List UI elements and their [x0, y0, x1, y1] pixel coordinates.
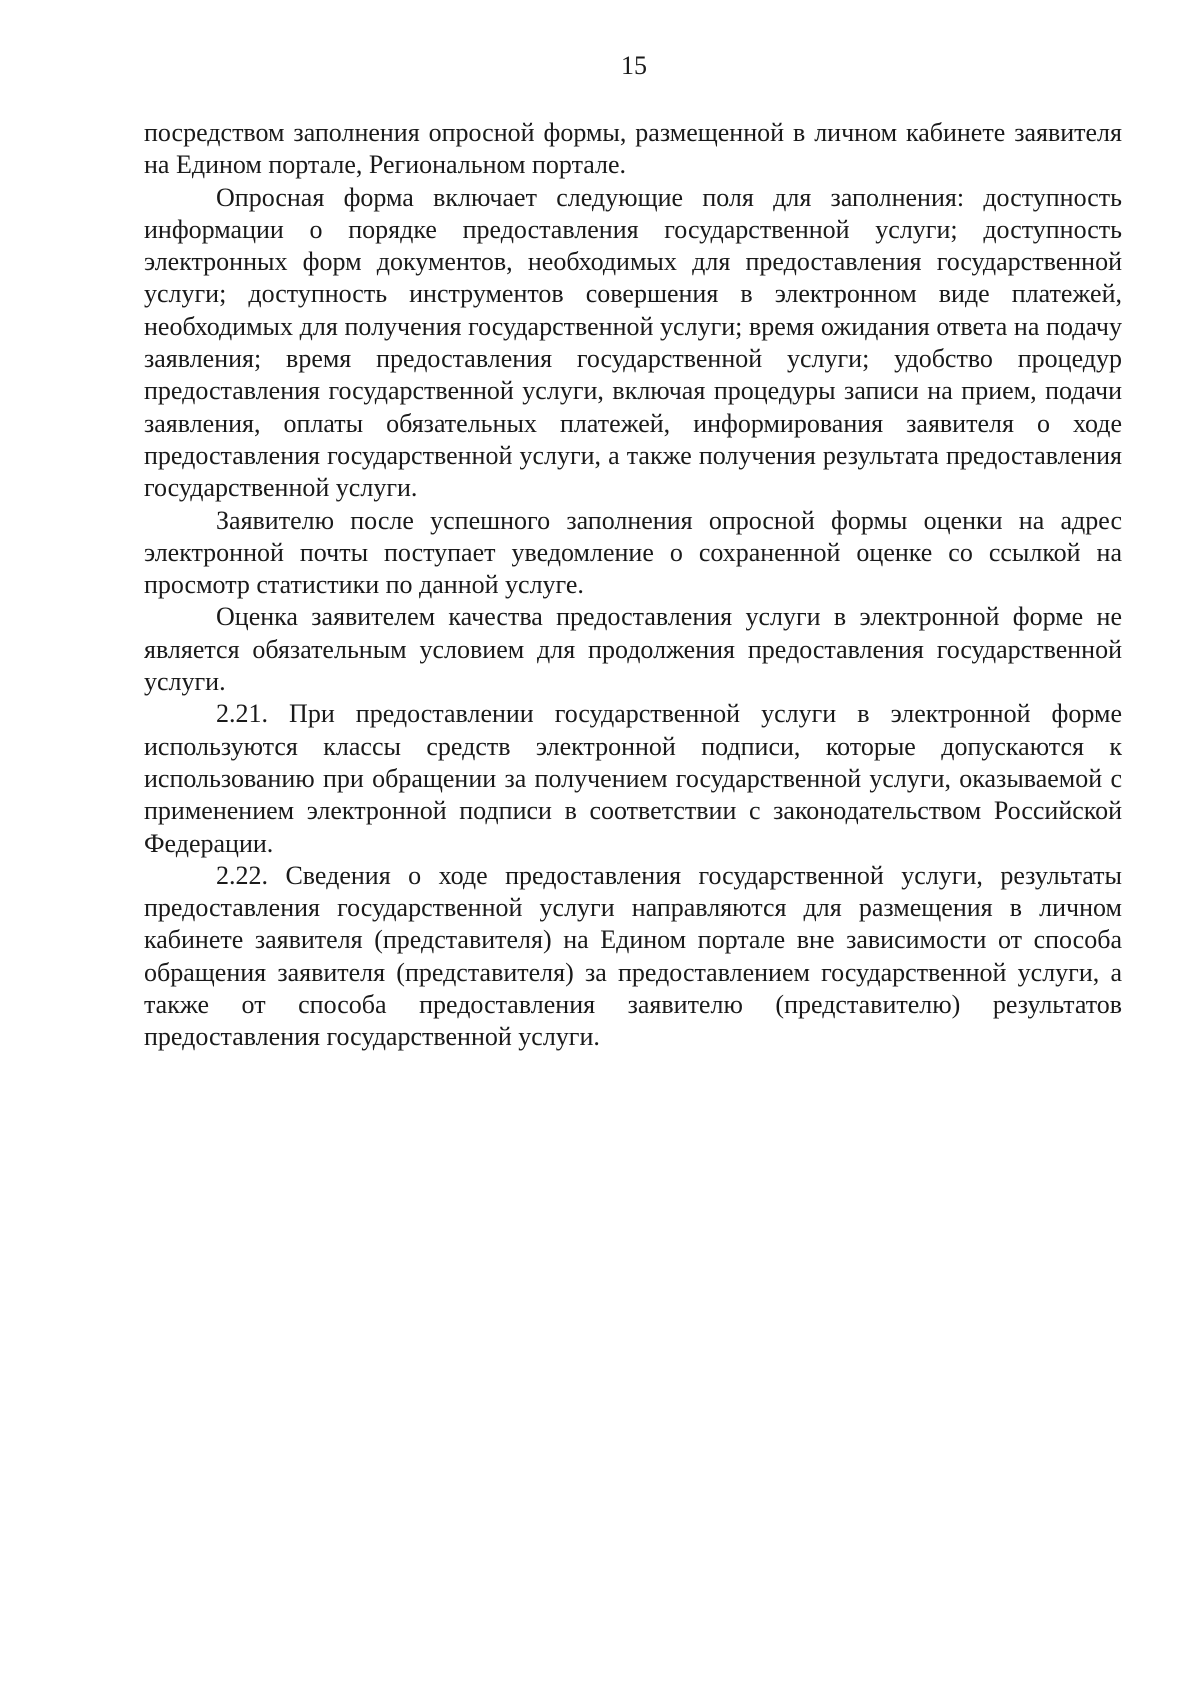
paragraph-evaluation-optional: Оценка заявителем качества предоставления услуги в электронной форме не является обязательным условием для продолжения предоставления государственной услуги.	[144, 602, 1122, 697]
page-number: 15	[621, 51, 647, 80]
paragraph-continuation: посредством заполнения опросной формы, размещенной в личном кабинете заявителя на Едином портале, Региональном портале.	[144, 118, 1122, 180]
paragraph-notification: Заявителю после успешного заполнения опросной формы оценки на адрес электронной почты поступает уведомление о сохраненной оценке со ссылкой на просмотр статистики по данной услуге.	[144, 505, 1122, 600]
document-body	[144, 117, 1122, 1054]
paragraph-2-21: 2.21. При предоставлении государственной услуги в электронной форме используются классы средств электронной подписи, которые допускаются к использованию при обращении за получением государственной услуги, оказываемой с применением электронной подписи в соответствии с законодательством Российской Федерации.	[144, 699, 1122, 858]
paragraph-2-22: 2.22. Сведения о ходе предоставления государственной услуги, результаты предоставления государственной услуги направляются для размещения в личном кабинете заявителя (представителя) на Едином портале вне зависимости от способа обращения заявителя (представителя) за предоставлением государственной услуги, а также от способа предоставления заявителю (представителю) результатов предоставления государственной услуги.	[144, 860, 1122, 1052]
paragraph-survey-form-fields: Опросная форма включает следующие поля для заполнения: доступность информации о порядке предоставления государственной услуги; доступность электронных форм документов, необходимых для предоставления государственной услуги; доступность инструментов совершения в электронном виде платежей, необходимых для получения государственной услуги; время ожидания ответа на подачу заявления; время предоставления государственной услуги; удобство процедур предоставления государственной услуги, включая процедуры записи на прием, подачи заявления, оплаты обязательных платежей, информирования заявителя о ходе предоставления государственной услуги, а также получения результата предоставления государственной услуги.	[144, 182, 1122, 503]
